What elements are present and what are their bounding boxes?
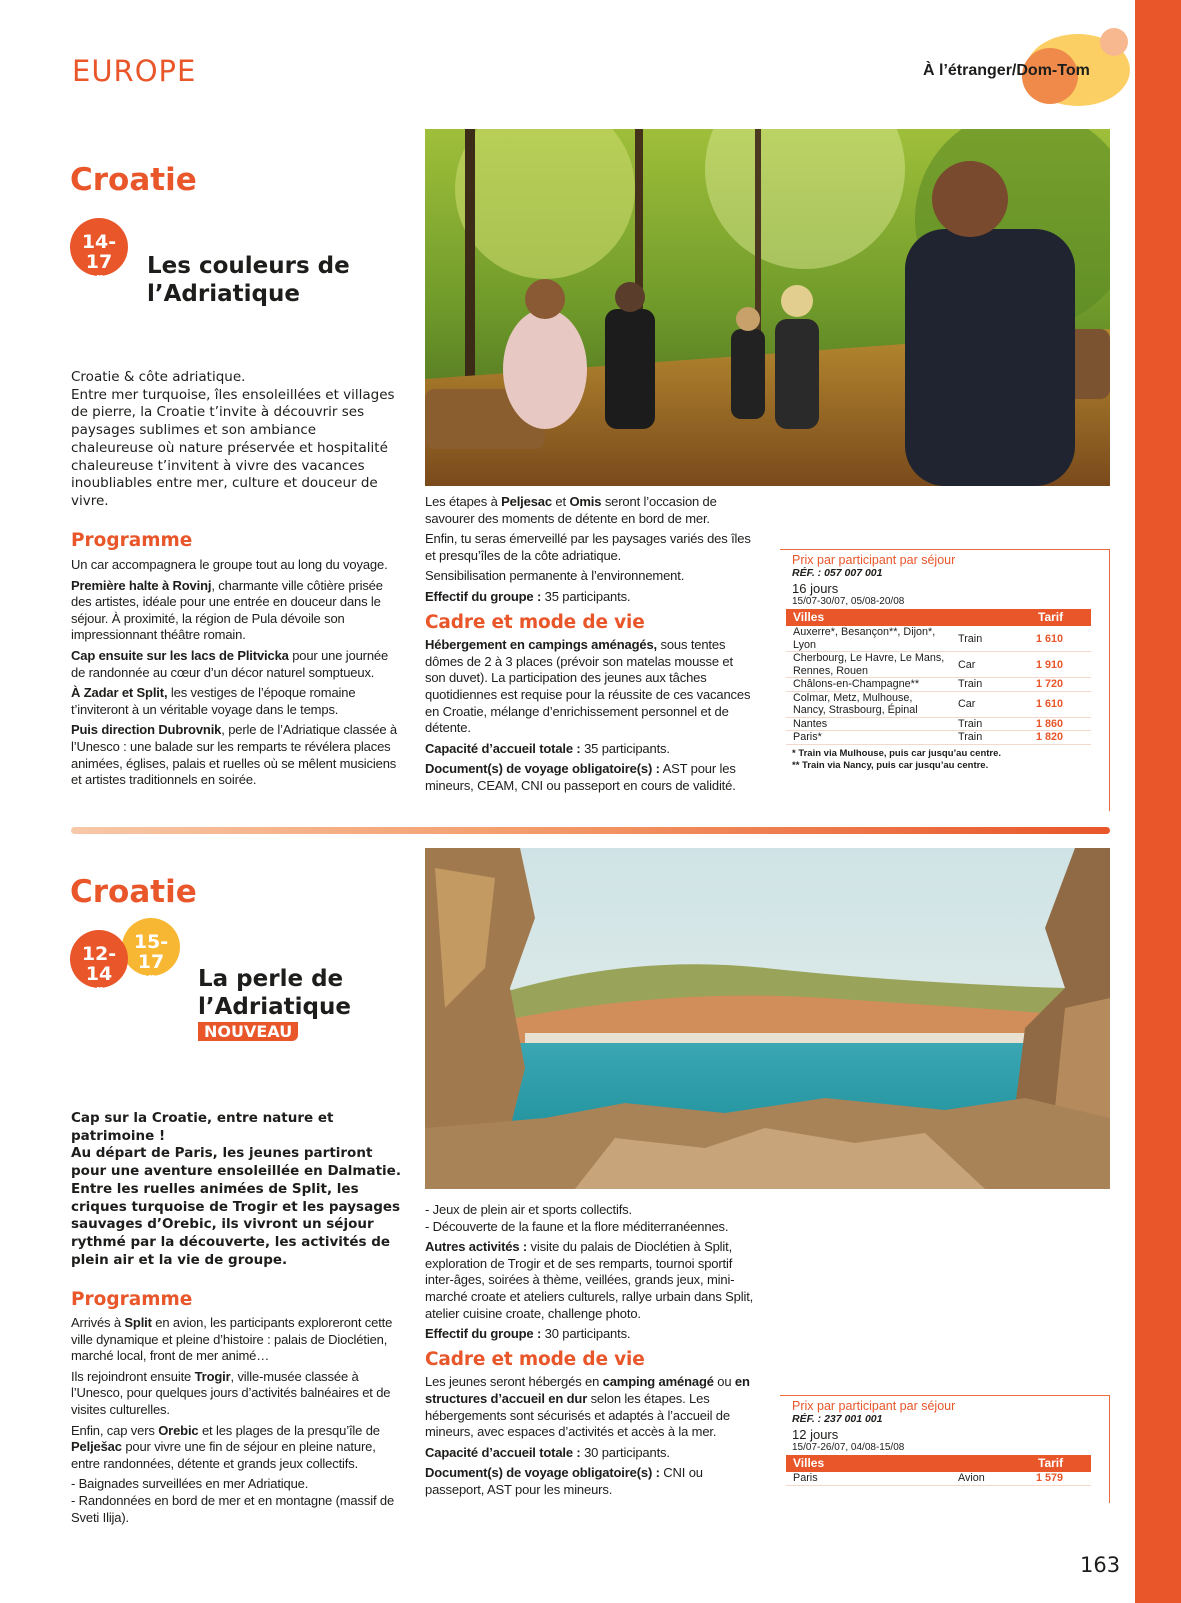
region-title: EUROPE [72,54,197,88]
stay2-age-badge-older: 15-17 ans [122,918,180,976]
price-row [786,652,1091,678]
price-ref: RÉF. : 057 007 001 [792,567,883,579]
list-item: - Baignades surveillées en mer Adriatique. [71,1476,309,1492]
side-bar [1135,0,1181,1603]
deco-circle-small [1100,28,1128,56]
price-cell-villes: Nantes [793,717,828,730]
list-item: - Randonnées en bord de mer et en montagne (massif de Sveti Ilija). [71,1492,395,1525]
price-cell-mode: Car [958,658,976,671]
price-table-body [780,1472,1109,1486]
price-cell-tarif: 1 820 [1036,731,1064,743]
stay2-programme-heading: Programme [71,1289,193,1310]
stay2-title: La perle de l’Adriatique [198,966,351,1020]
price-ref: RÉF. : 237 001 001 [792,1413,883,1425]
price-row [786,1472,1091,1486]
stay1-cadre-text: Hébergement en campings aménagés, sous tentes dômes de 2 à 3 places (prévoir son matelas mousse et son duvet). La participation des jeunes aux tâches quotidiennes est requise pour la réussite de ces vacances en Croatie, mélange d’enrichissement personnel et de détente. [425,637,751,736]
stay2-documents: Document(s) de voyage obligatoire(s) : CNI ou passeport, AST pour les mineurs. [425,1465,703,1497]
price-cell-villes: Colmar, Metz, Mulhouse, Nancy, Strasbourg, Épinal [793,691,918,716]
new-badge: NOUVEAU [198,1022,298,1041]
programme-paragraph: Puis direction Dubrovnik, perle de l’Adriatique classée à l’Unesco : une balade sur les remparts te révélera places animées, églises, palais et ruelles où se mêlent musiciens et artistes traditionnels en soirée. [71,722,397,788]
price-cell-mode: Avion [958,1472,985,1484]
price-cell-villes: Châlons-en-Champagne** [793,678,920,690]
stay2-cadre-heading: Cadre et mode de vie [425,1348,645,1370]
price-cell-tarif: 1 720 [1036,678,1064,690]
stay2-column2 [425,1202,755,1503]
price-cell-villes: Paris [793,1472,818,1484]
stay2-photo-harbour [425,848,1110,1189]
stay1-capacite: Capacité d’accueil totale : 35 participants. [425,740,670,756]
stay1-intro: Croatie & côte adriatique. Entre mer turquoise, îles ensoleillées et villages de pierre, la Croatie t’invite à découvrir ses paysages sublimes et son ambiance chaleureuse où nature préservée et hospitalité chaleureuse t’invitent à vivre des vacances inoubliables entre mer, culture et douceur de vivre. [71,369,395,509]
page-number: 163 [1080,1553,1121,1577]
price-row [786,718,1091,732]
stay1-column2 [425,494,755,799]
stay2-intro: Cap sur la Croatie, entre nature et patrimoine ! Au départ de Paris, les jeunes partiront pour une aventure ensoleillée en Dalmatie. Entre les ruelles animées de Split, les criques turquoise de Trogir et les paysages sauvages d’Orebic, ils vivront un séjour rythmé par la découverte, les activités de plein air et la vie de groupe. [71,1110,401,1268]
stay1-price-box [780,549,1110,811]
price-cell-mode: Car [958,697,976,710]
price-days: 12 jours [792,1427,839,1442]
stay2-age-badge-younger: 12-14 ans [70,930,128,988]
stay1-islands-text: Enfin, tu seras émerveillé par les paysages variés des îles et presqu’îles de la côte adriatique. [425,531,751,563]
price-days: 16 jours [792,581,839,596]
price-row [786,692,1091,718]
price-row [786,626,1091,652]
price-cell-villes: Auxerre*, Besançon**, Dijon*, Lyon [793,626,936,651]
price-cell-villes: Paris* [793,731,822,743]
price-cell-tarif: 1 610 [1036,697,1064,710]
price-cell-tarif: 1 579 [1036,1472,1064,1484]
stay1-cadre-heading: Cadre et mode de vie [425,611,645,633]
price-row [786,731,1091,745]
stay1-stages: Les étapes à Peljesac et Omis seront l’occasion de savourer des moments de détente en bord de mer. [425,494,717,526]
stay1-documents: Document(s) de voyage obligatoire(s) : AST pour les mineurs, CEAM, CNI ou passeport en cours de validité. [425,761,736,793]
section-divider [71,827,1110,834]
price-table-body [780,626,1109,745]
stay1-programme-heading: Programme [71,530,193,551]
stay1-country: Croatie [70,162,197,198]
stay2-autres: Autres activités : visite du palais de Dioclétien à Split, exploration de Trogir et de ses remparts, tournoi sportif inter-âges, soirées à thème, veillées, grands jeux, mini-marché croate et ateliers culturels, rallye urbain dans Split, atelier cuisine croate, challenge photo. [425,1239,754,1321]
price-cell-mode: Train [958,731,983,743]
programme-paragraph: Un car accompagnera le groupe tout au long du voyage. [71,557,388,572]
price-cell-tarif: 1 610 [1036,632,1064,645]
stay2-programme: Arrivés à Split en avion, les participants exploreront cette ville dynamique et pleine d’histoire : palais de Dioclétien, marché local, front de mer animé… Ils rejoindront ensuite Trogir, ville-musée classée à l’Unesco, pour quelques jours d’activités balnéaires et de visites culturelles. Enfin, cap vers Orebic et les plages de la presqu’île de Pelješac pour vivre une fin de séjour en pleine nature, entre randonnées, détente et grands jeux collectifs. - Baignades surveillées en mer Adriatique. - Randonnées en bord de mer et en montagne (massif de Sveti Ilija). [71,1315,401,1526]
price-heading: Prix par participant par séjour [792,1399,956,1413]
price-dates: 15/07-30/07, 05/08-20/08 [792,596,905,607]
programme-paragraph: Cap ensuite sur les lacs de Plitvicka pour une journée de randonnée au cœur d’un décor naturel somptueux. [71,647,389,680]
price-heading: Prix par participant par séjour [792,553,956,567]
stay1-effectif: Effectif du groupe : 35 participants. [425,588,631,604]
price-cell-mode: Train [958,717,983,730]
stay2-effectif: Effectif du groupe : 30 participants. [425,1326,631,1342]
price-table-header: Villes Tarif [786,609,1091,626]
price-table-header: Villes Tarif [786,1455,1091,1472]
price-cell-villes: Cherbourg, Le Havre, Le Mans, Rennes, Rouen [793,652,945,677]
stay2-cadre-text: Les jeunes seront hébergés en camping aménagé ou en structures d’accueil en dur selon les étapes. Les hébergements sont sécurisés et adaptés à l’accueil de mineurs, avec espaces d’activités et accès à la mer. [425,1374,750,1440]
stay1-env-text: Sensibilisation permanente à l’environnement. [425,568,685,584]
stay1-programme [71,557,401,793]
stay2-country: Croatie [70,874,197,910]
price-notes: * Train via Mulhouse, puis car jusqu’au centre. ** Train via Nancy, puis car jusqu’au centre. [792,747,1002,771]
stay1-age-badge: 14-17 ans [70,218,128,276]
price-cell-tarif: 1 860 [1036,717,1064,730]
price-dates: 15/07-26/07, 04/08-15/08 [792,1442,905,1453]
programme-paragraph: Première halte à Rovinj, charmante ville côtière prisée des artistes, idéale pour une entrée en douceur dans le séjour. À proximité, la région de Pula dévoile son impressionnant théâtre romain. [71,577,383,643]
stay2-price-box [780,1395,1110,1503]
category-badge: À l’étranger/Dom-Tom [923,62,1090,79]
price-row [786,678,1091,692]
price-cell-tarif: 1 910 [1036,658,1064,671]
list-item: - Découverte de la faune et la flore méditerranéennes. [425,1218,729,1234]
stay2-capacite: Capacité d’accueil totale : 30 participants. [425,1444,670,1460]
stay1-photo-forest-hikers [425,129,1110,486]
price-cell-mode: Train [958,678,983,690]
price-cell-mode: Train [958,632,983,645]
list-item: - Jeux de plein air et sports collectifs. [425,1202,632,1217]
programme-paragraph: À Zadar et Split, les vestiges de l’époque romaine t’inviteront à un véritable voyage dans le temps. [71,685,356,717]
stay1-title: Les couleurs de l’Adriatique [147,253,350,307]
